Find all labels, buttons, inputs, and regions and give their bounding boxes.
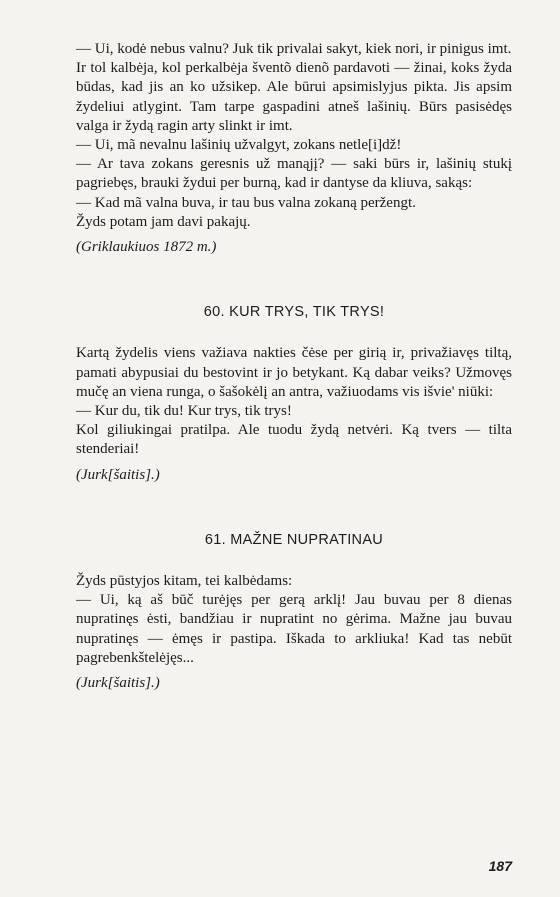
story-continued bbox=[76, 40, 512, 257]
story-title: 61. MAŽNE NUPRATINAU bbox=[204, 531, 384, 548]
paragraph: Ir tol kalbėja, kol perkalbėja šventõ dienõ pardavoti — žinai, koks žyda būdas, kad jis an ko užsikep. Ale būrui apsimislyjus pikta. Jis apsim žydeliui atlygint. Tam tarpe gaspadini atneš lašinių. Būrs pasisėdęs valga ir žydą ragin arty slinkt ir imt. bbox=[76, 60, 512, 134]
paragraph: — Ui, mã nevalnu lašinių užvalgyt, zokans netle[i]dž! bbox=[76, 137, 402, 154]
source-note: (Griklaukiuos 1872 m.) bbox=[76, 239, 217, 256]
story-61 bbox=[76, 531, 512, 693]
paragraph: — Ui, kodė nebus valnu? Juk tik privalai sakyt, kiek nori, ir pinigus imt. bbox=[76, 41, 512, 57]
paragraph: — Kad mã valna buva, ir tau bus valna zokaną peržengt. bbox=[76, 194, 416, 211]
paragraph: Žyds pūstyjos kitam, tei kalbėdams: bbox=[76, 573, 293, 590]
book-page bbox=[76, 40, 512, 693]
story-title: 60. KUR TRYS, TIK TRYS! bbox=[203, 304, 385, 321]
story-60 bbox=[76, 303, 512, 485]
source-note: (Jurk[šaitis].) bbox=[76, 466, 160, 483]
paragraph: Kartą žydelis viens važiava nakties čėse per girią ir, privažiavęs tiltą, pamati abypusiai du bestovint ir jo betykant. Ką dabar veiks? Užmovęs mučę an viena runga, o šašokėlį an antra, važiuodams vis išvie' niūki: bbox=[76, 345, 512, 400]
paragraph: — Kur du, tik du! Kur trys, tik trys! bbox=[76, 403, 292, 420]
page-number: 187 bbox=[488, 858, 512, 874]
paragraph: — Ar tava zokans geresnis už manąjį? — saki būrs ir, lašinių stukį pagriebęs, brauki žydui per burną, kad ir dantyse da kliuva, sakąs: bbox=[76, 156, 512, 192]
paragraph: — Ui, ką aš būč turėjęs per gerą arklį! Jau buvau per 8 dienas nupratinęs ėsti, bandžiau ir nupratint no gėrima. Mažne jau buvau nupratinęs — ėmęs ir pastipa. Iškada to arkliuka! Kad tas nebūt pagrebenkštelėjęs... bbox=[76, 592, 512, 666]
paragraph: Žyds potam jam davi pakajų. bbox=[76, 213, 251, 230]
source-note: (Jurk[šaitis].) bbox=[76, 675, 160, 692]
paragraph: Kol giliukingai pratilpa. Ale tuodu žydą netvėri. Ką tvers — tilta stenderiai! bbox=[76, 422, 512, 458]
